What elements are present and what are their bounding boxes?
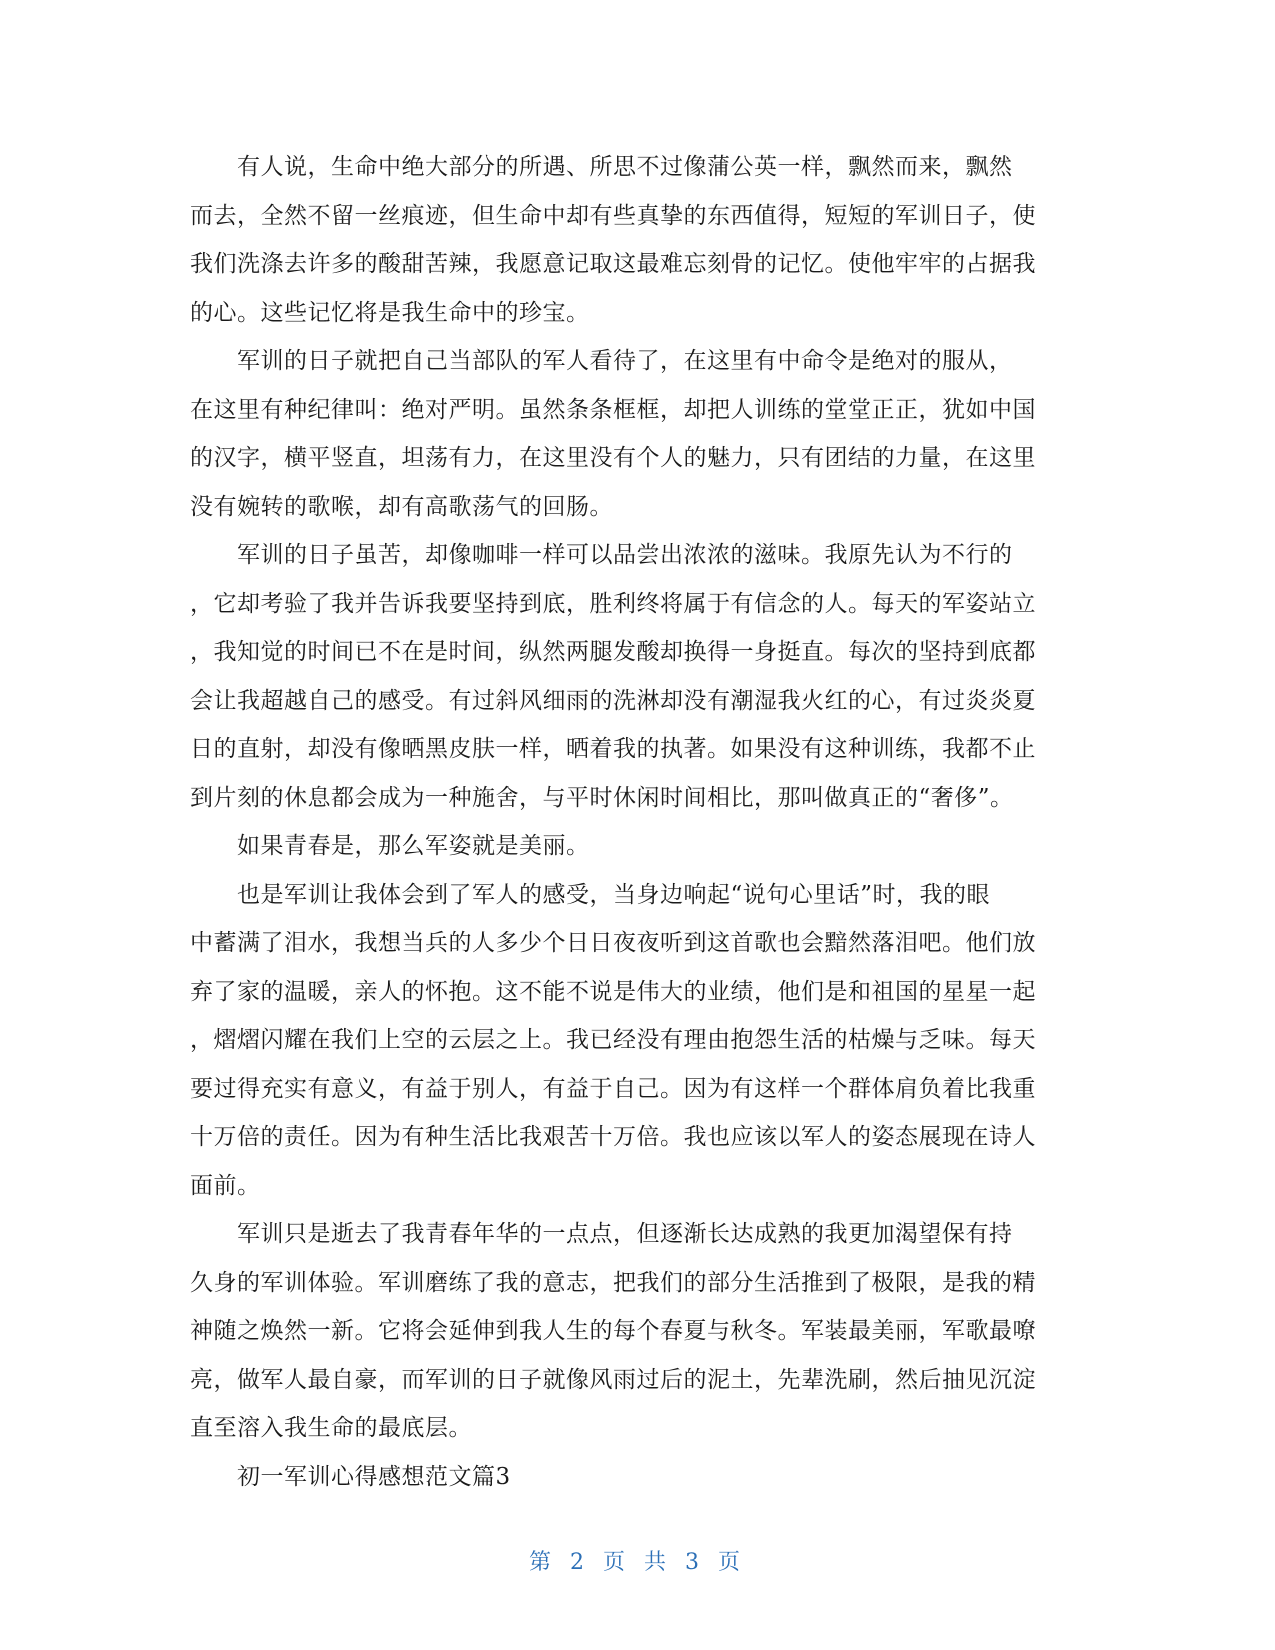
page-footer	[0, 1545, 1275, 1576]
text-line: ，它却考验了我并告诉我要坚持到底，胜利终将属于有信念的人。每天的军姿站立	[190, 590, 1036, 617]
text-line: 没有婉转的歌喉，却有高歌荡气的回肠。	[190, 493, 613, 520]
page-number: 第 2 页 共 3 页	[529, 1550, 746, 1575]
text-line: 日的直射，却没有像晒黑皮肤一样，晒着我的执著。如果没有这种训练，我都不止	[190, 736, 1036, 762]
text-line: 到片刻的休息都会成为一种施舍，与平时休闲时间相比，那叫做真正的“奢侈”。	[190, 784, 1014, 811]
text-line: 中蓄满了泪水，我想当兵的人多少个日日夜夜听到这首歌也会黯然落泪吧。他们放	[190, 930, 1036, 956]
text-line: 军训的日子就把自己当部队的军人看待了，在这里有中命令是绝对的服从，	[190, 348, 1013, 374]
text-line: 要过得充实有意义，有益于别人，有益于自己。因为有这样一个群体肩负着比我重	[190, 1075, 1036, 1102]
text-line: 而去，全然不留一丝痕迹，但生命中却有些真挚的东西值得，短短的军训日子，使	[190, 202, 1036, 229]
text-line: 神随之焕然一新。它将会延伸到我人生的每个春夏与秋冬。军装最美丽，军歌最嘹	[190, 1318, 1036, 1344]
document-body	[190, 143, 1085, 1501]
paragraph	[190, 143, 1085, 337]
paragraph	[190, 1210, 1085, 1453]
text-line: 会让我超越自己的感受。有过斜风细雨的洗淋却没有潮湿我火红的心，有过炎炎夏	[190, 687, 1036, 714]
text-line: 如果青春是，那么军姿就是美丽。	[190, 833, 590, 859]
paragraph	[190, 871, 1085, 1211]
text-line: 久身的军训体验。军训磨练了我的意志，把我们的部分生活推到了极限，是我的精	[190, 1269, 1036, 1296]
text-line: 的汉字，横平竖直，坦荡有力，在这里没有个人的魅力，只有团结的力量，在这里	[190, 445, 1036, 471]
paragraph	[190, 531, 1085, 822]
text-line: 弃了家的温暖，亲人的怀抱。这不能不说是伟大的业绩，他们是和祖国的星星一起	[190, 978, 1036, 1005]
text-line: 军训只是逝去了我青春年华的一点点，但逐渐长达成熟的我更加渴望保有持	[190, 1221, 1013, 1247]
text-line: 的心。这些记忆将是我生命中的珍宝。	[190, 299, 590, 326]
text-line: 我们洗涤去许多的酸甜苦辣，我愿意记取这最难忘刻骨的记忆。使他牢牢的占据我	[190, 251, 1036, 277]
text-line: 十万倍的责任。因为有种生活比我艰苦十万倍。我也应该以军人的姿态展现在诗人	[190, 1124, 1036, 1150]
text-line: 面前。	[190, 1172, 261, 1199]
text-line: 也是军训让我体会到了军人的感受，当身边响起“说句心里话”时，我的眼	[190, 881, 991, 908]
section-heading	[190, 1453, 1085, 1502]
text-line: 初一军训心得感想范文篇3	[190, 1463, 511, 1490]
text-line: ，我知觉的时间已不在是时间，纵然两腿发酸却换得一身挺直。每次的坚持到底都	[190, 639, 1036, 665]
text-line: 在这里有种纪律叫：绝对严明。虽然条条框框，却把人训练的堂堂正正，犹如中国	[190, 396, 1036, 423]
paragraph	[190, 822, 1085, 871]
text-line: 直至溶入我生命的最底层。	[190, 1415, 472, 1441]
paragraph	[190, 337, 1085, 531]
text-line: 有人说，生命中绝大部分的所遇、所思不过像蒲公英一样，飘然而来，飘然	[190, 154, 1013, 180]
text-line: ，熠熠闪耀在我们上空的云层之上。我已经没有理由抱怨生活的枯燥与乏味。每天	[190, 1027, 1036, 1053]
text-line: 亮，做军人最自豪，而军训的日子就像风雨过后的泥土，先辈洗刷，然后抽见沉淀	[190, 1366, 1036, 1393]
text-line: 军训的日子虽苦，却像咖啡一样可以品尝出浓浓的滋味。我原先认为不行的	[190, 542, 1013, 568]
